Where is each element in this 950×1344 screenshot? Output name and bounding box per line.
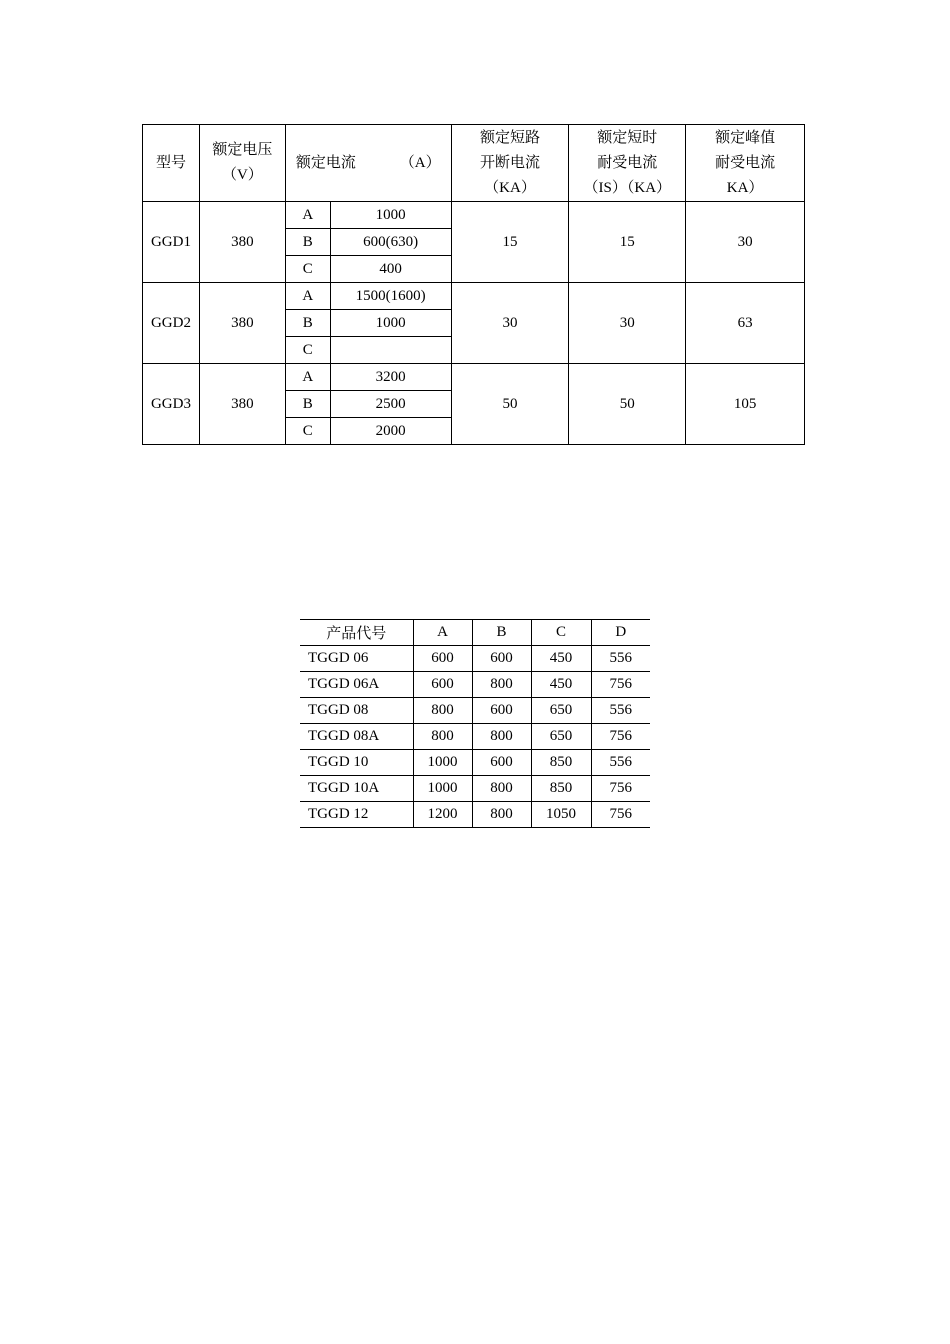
product-code-cell: TGGD 10 <box>300 750 413 776</box>
model-cell: GGD1 <box>143 202 200 283</box>
table-row <box>300 776 650 802</box>
header-row <box>300 620 650 646</box>
table-cell: 756 <box>591 776 650 802</box>
voltage-cell: 380 <box>199 283 285 364</box>
grade-cell: B <box>285 391 330 418</box>
table-row <box>143 202 805 229</box>
short-time-cell: 30 <box>569 283 686 364</box>
product-code-cell: TGGD 06 <box>300 646 413 672</box>
table-cell: 756 <box>591 724 650 750</box>
current-cell: 1000 <box>330 310 451 337</box>
table-cell: 600 <box>413 646 472 672</box>
product-code-cell: TGGD 08A <box>300 724 413 750</box>
product-code-cell: TGGD 08 <box>300 698 413 724</box>
peak-cell: 105 <box>686 364 805 445</box>
rated-parameters-table <box>142 124 805 445</box>
table-cell: 756 <box>591 802 650 828</box>
current-cell: 600(630) <box>330 229 451 256</box>
voltage-header: 额定电压 （V） <box>199 125 285 202</box>
table-cell: 800 <box>413 698 472 724</box>
table-row <box>143 364 805 391</box>
table-cell: 450 <box>531 672 591 698</box>
model-header: 型号 <box>143 125 200 202</box>
current-cell: 3200 <box>330 364 451 391</box>
voltage-cell: 380 <box>199 364 285 445</box>
table-cell: 850 <box>531 776 591 802</box>
table-row <box>143 283 805 310</box>
table-cell: 600 <box>472 698 531 724</box>
table-cell: 800 <box>413 724 472 750</box>
table-cell: 800 <box>472 776 531 802</box>
table-cell: 800 <box>472 802 531 828</box>
table-cell: 1050 <box>531 802 591 828</box>
table-row <box>300 646 650 672</box>
table-cell: 650 <box>531 698 591 724</box>
grade-cell: C <box>285 418 330 445</box>
product-code-cell: TGGD 12 <box>300 802 413 828</box>
peak-current-header: 额定峰值 耐受电流 KA） <box>686 125 805 202</box>
grade-cell: B <box>285 229 330 256</box>
table-cell: 556 <box>591 750 650 776</box>
current-cell <box>330 337 451 364</box>
table-row <box>300 698 650 724</box>
column-header: C <box>531 620 591 646</box>
grade-cell: A <box>285 202 330 229</box>
current-cell: 2000 <box>330 418 451 445</box>
table-cell: 800 <box>472 672 531 698</box>
table-cell: 600 <box>413 672 472 698</box>
current-cell: 1000 <box>330 202 451 229</box>
current-header: 额定电流 （A） <box>285 125 451 202</box>
table-row <box>300 672 650 698</box>
table-row <box>300 802 650 828</box>
breaking-cell: 15 <box>451 202 569 283</box>
grade-cell: A <box>285 364 330 391</box>
table-cell: 756 <box>591 672 650 698</box>
table-cell: 1000 <box>413 776 472 802</box>
table-row <box>300 750 650 776</box>
table-cell: 850 <box>531 750 591 776</box>
current-cell: 400 <box>330 256 451 283</box>
column-header: D <box>591 620 650 646</box>
grade-cell: C <box>285 337 330 364</box>
table-cell: 600 <box>472 750 531 776</box>
breaking-cell: 30 <box>451 283 569 364</box>
table-cell: 650 <box>531 724 591 750</box>
model-cell: GGD3 <box>143 364 200 445</box>
short-time-cell: 50 <box>569 364 686 445</box>
product-code-cell: TGGD 10A <box>300 776 413 802</box>
table-cell: 450 <box>531 646 591 672</box>
short-time-current-header: 额定短时 耐受电流 （IS）（KA） <box>569 125 686 202</box>
model-cell: GGD2 <box>143 283 200 364</box>
column-header: A <box>413 620 472 646</box>
breaking-current-header: 额定短路 开断电流 （KA） <box>451 125 569 202</box>
header-row <box>143 125 805 202</box>
table-row <box>300 724 650 750</box>
current-cell: 1500(1600) <box>330 283 451 310</box>
peak-cell: 30 <box>686 202 805 283</box>
table-cell: 800 <box>472 724 531 750</box>
column-header: 产品代号 <box>300 620 413 646</box>
grade-cell: A <box>285 283 330 310</box>
short-time-cell: 15 <box>569 202 686 283</box>
table-cell: 600 <box>472 646 531 672</box>
column-header: B <box>472 620 531 646</box>
grade-cell: C <box>285 256 330 283</box>
grade-cell: B <box>285 310 330 337</box>
table-cell: 1200 <box>413 802 472 828</box>
table-cell: 1000 <box>413 750 472 776</box>
current-cell: 2500 <box>330 391 451 418</box>
table-cell: 556 <box>591 646 650 672</box>
product-code-table <box>300 619 650 828</box>
peak-cell: 63 <box>686 283 805 364</box>
product-code-cell: TGGD 06A <box>300 672 413 698</box>
breaking-cell: 50 <box>451 364 569 445</box>
table-cell: 556 <box>591 698 650 724</box>
voltage-cell: 380 <box>199 202 285 283</box>
